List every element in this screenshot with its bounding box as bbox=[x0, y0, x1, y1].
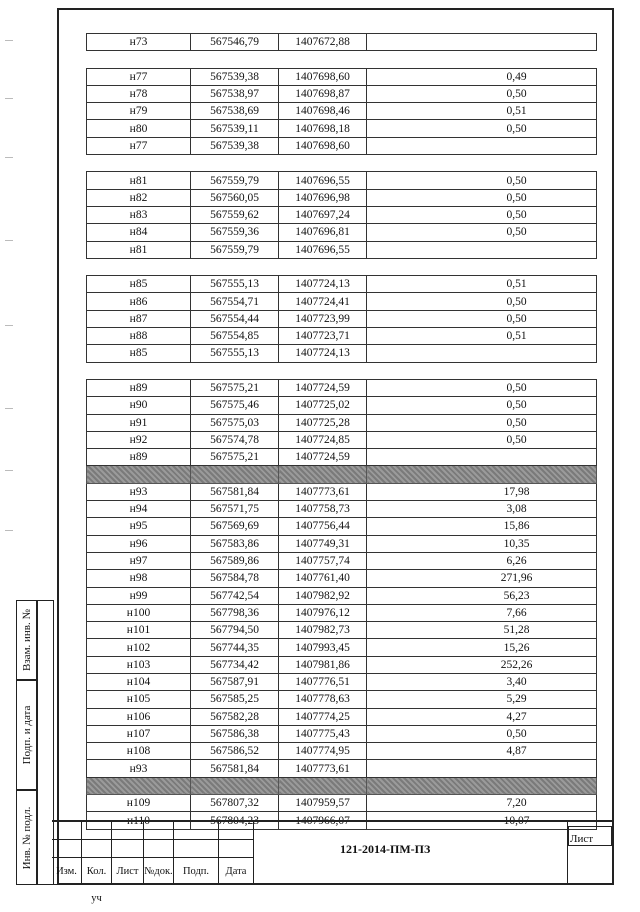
distance: 7,66 bbox=[367, 604, 597, 621]
y-coordinate: 1407723,99 bbox=[279, 310, 367, 327]
y-coordinate: 1407959,57 bbox=[279, 795, 367, 812]
x-coordinate: 567581,84 bbox=[191, 760, 279, 777]
point-name: н107 bbox=[87, 725, 191, 742]
y-coordinate: 1407698,46 bbox=[279, 103, 367, 120]
distance: 0,50 bbox=[367, 189, 597, 206]
sheet-label: Лист bbox=[570, 833, 594, 845]
x-coordinate: 567804,23 bbox=[191, 812, 279, 829]
point-name: н96 bbox=[87, 535, 191, 552]
point-name: н73 bbox=[87, 34, 191, 51]
x-coordinate: 567807,32 bbox=[191, 795, 279, 812]
x-coordinate: 567575,46 bbox=[191, 397, 279, 414]
separator-row bbox=[87, 155, 597, 172]
x-coordinate: 567575,21 bbox=[191, 379, 279, 396]
table-row bbox=[87, 103, 597, 120]
x-coordinate: 567555,13 bbox=[191, 276, 279, 293]
y-coordinate: 1407775,43 bbox=[279, 725, 367, 742]
x-coordinate: 567798,36 bbox=[191, 604, 279, 621]
y-coordinate: 1407981,86 bbox=[279, 656, 367, 673]
y-coordinate: 1407725,02 bbox=[279, 397, 367, 414]
distance: 0,50 bbox=[367, 224, 597, 241]
distance: 0,50 bbox=[367, 206, 597, 223]
distance: 0,50 bbox=[367, 85, 597, 102]
distance bbox=[367, 137, 597, 154]
x-coordinate: 567538,69 bbox=[191, 103, 279, 120]
x-coordinate: 567546,79 bbox=[191, 34, 279, 51]
point-name: н93 bbox=[87, 483, 191, 500]
point-name: н78 bbox=[87, 85, 191, 102]
y-coordinate: 1407774,95 bbox=[279, 743, 367, 760]
x-coordinate: 567582,28 bbox=[191, 708, 279, 725]
point-name: н82 bbox=[87, 189, 191, 206]
y-coordinate: 1407761,40 bbox=[279, 570, 367, 587]
table-row bbox=[87, 276, 597, 293]
point-name: н85 bbox=[87, 345, 191, 362]
point-name: н102 bbox=[87, 639, 191, 656]
y-coordinate: 1407725,28 bbox=[279, 414, 367, 431]
distance: 3,40 bbox=[367, 673, 597, 690]
separator-cell bbox=[87, 777, 191, 794]
x-coordinate: 567560,05 bbox=[191, 189, 279, 206]
x-coordinate: 567574,78 bbox=[191, 431, 279, 448]
margin-tick bbox=[5, 157, 13, 158]
separator-cell bbox=[191, 466, 279, 483]
point-name: н79 bbox=[87, 103, 191, 120]
y-coordinate: 1407976,12 bbox=[279, 604, 367, 621]
separator-cell bbox=[279, 51, 367, 68]
table-row bbox=[87, 310, 597, 327]
separator-cell bbox=[87, 362, 191, 379]
side-cell-podp bbox=[16, 680, 38, 790]
x-coordinate: 567742,54 bbox=[191, 587, 279, 604]
distance: 0,50 bbox=[367, 172, 597, 189]
margin-tick bbox=[5, 98, 13, 99]
distance: 10,35 bbox=[367, 535, 597, 552]
separator-cell bbox=[367, 51, 597, 68]
x-coordinate: 567569,69 bbox=[191, 518, 279, 535]
y-coordinate: 1407696,81 bbox=[279, 224, 367, 241]
separator-cell bbox=[191, 258, 279, 275]
distance bbox=[367, 760, 597, 777]
separator-cell bbox=[191, 51, 279, 68]
distance bbox=[367, 34, 597, 51]
distance: 17,98 bbox=[367, 483, 597, 500]
point-name: н99 bbox=[87, 587, 191, 604]
table-row bbox=[87, 189, 597, 206]
point-name: н108 bbox=[87, 743, 191, 760]
margin-tick bbox=[5, 470, 13, 471]
side-label-inv: Инв. № подл. bbox=[21, 806, 33, 869]
point-name: н105 bbox=[87, 691, 191, 708]
y-coordinate: 1407724,59 bbox=[279, 379, 367, 396]
y-coordinate: 1407773,61 bbox=[279, 760, 367, 777]
stamp-kol: Кол. уч bbox=[82, 858, 112, 885]
table-row bbox=[87, 622, 597, 639]
distance: 0,50 bbox=[367, 379, 597, 396]
point-name: н90 bbox=[87, 397, 191, 414]
table-row bbox=[87, 587, 597, 604]
point-name: н91 bbox=[87, 414, 191, 431]
distance: 0,51 bbox=[367, 103, 597, 120]
point-name: н98 bbox=[87, 570, 191, 587]
y-coordinate: 1407723,71 bbox=[279, 328, 367, 345]
y-coordinate: 1407758,73 bbox=[279, 501, 367, 518]
table-row bbox=[87, 483, 597, 500]
distance bbox=[367, 449, 597, 466]
stamp-cell bbox=[219, 822, 254, 840]
table-row bbox=[87, 743, 597, 760]
separator-cell bbox=[191, 777, 279, 794]
point-name: н77 bbox=[87, 137, 191, 154]
point-name: н110 bbox=[87, 812, 191, 829]
table-row bbox=[87, 241, 597, 258]
stamp-cell bbox=[52, 822, 82, 840]
stamp-cell bbox=[52, 840, 82, 858]
y-coordinate: 1407672,88 bbox=[279, 34, 367, 51]
distance: 0,49 bbox=[367, 68, 597, 85]
y-coordinate: 1407982,92 bbox=[279, 587, 367, 604]
separator-cell bbox=[87, 466, 191, 483]
distance: 0,50 bbox=[367, 414, 597, 431]
x-coordinate: 567559,79 bbox=[191, 172, 279, 189]
y-coordinate: 1407966,07 bbox=[279, 812, 367, 829]
x-coordinate: 567585,25 bbox=[191, 691, 279, 708]
point-name: н100 bbox=[87, 604, 191, 621]
point-name: н81 bbox=[87, 241, 191, 258]
y-coordinate: 1407773,61 bbox=[279, 483, 367, 500]
y-coordinate: 1407724,85 bbox=[279, 431, 367, 448]
point-name: н84 bbox=[87, 224, 191, 241]
table-row bbox=[87, 795, 597, 812]
y-coordinate: 1407698,18 bbox=[279, 120, 367, 137]
y-coordinate: 1407697,24 bbox=[279, 206, 367, 223]
separator-cell bbox=[87, 155, 191, 172]
margin-tick bbox=[5, 530, 13, 531]
side-cell-inv bbox=[16, 790, 38, 885]
y-coordinate: 1407724,13 bbox=[279, 276, 367, 293]
stamp-cell bbox=[174, 822, 219, 840]
distance: 7,20 bbox=[367, 795, 597, 812]
table-row bbox=[87, 224, 597, 241]
x-coordinate: 567554,44 bbox=[191, 310, 279, 327]
x-coordinate: 567575,03 bbox=[191, 414, 279, 431]
table-row bbox=[87, 708, 597, 725]
margin-tick bbox=[5, 40, 13, 41]
x-coordinate: 567571,75 bbox=[191, 501, 279, 518]
y-coordinate: 1407774,25 bbox=[279, 708, 367, 725]
coordinates-table bbox=[86, 33, 597, 830]
separator-cell bbox=[87, 258, 191, 275]
stamp-cell bbox=[174, 840, 219, 858]
y-coordinate: 1407778,63 bbox=[279, 691, 367, 708]
separator-row bbox=[87, 362, 597, 379]
distance: 3,08 bbox=[367, 501, 597, 518]
x-coordinate: 567559,79 bbox=[191, 241, 279, 258]
table-row bbox=[87, 345, 597, 362]
y-coordinate: 1407698,60 bbox=[279, 68, 367, 85]
point-name: н80 bbox=[87, 120, 191, 137]
distance: 0,51 bbox=[367, 328, 597, 345]
y-coordinate: 1407749,31 bbox=[279, 535, 367, 552]
table-row bbox=[87, 535, 597, 552]
stamp-ndok: №док. bbox=[144, 858, 174, 885]
y-coordinate: 1407698,60 bbox=[279, 137, 367, 154]
separator-cell bbox=[367, 362, 597, 379]
table-row bbox=[87, 604, 597, 621]
side-label-podp: Подп. и дата bbox=[21, 705, 33, 765]
distance bbox=[367, 241, 597, 258]
y-coordinate: 1407724,41 bbox=[279, 293, 367, 310]
x-coordinate: 567554,71 bbox=[191, 293, 279, 310]
title-block bbox=[52, 820, 614, 904]
separator-cell bbox=[279, 777, 367, 794]
x-coordinate: 567586,52 bbox=[191, 743, 279, 760]
separator-cell bbox=[87, 51, 191, 68]
y-coordinate: 1407698,87 bbox=[279, 85, 367, 102]
distance: 271,96 bbox=[367, 570, 597, 587]
stamp-podp: Подп. bbox=[174, 858, 219, 885]
y-coordinate: 1407982,73 bbox=[279, 622, 367, 639]
point-name: н103 bbox=[87, 656, 191, 673]
x-coordinate: 567575,21 bbox=[191, 449, 279, 466]
table-row bbox=[87, 172, 597, 189]
side-cell-vzam bbox=[16, 600, 38, 680]
x-coordinate: 567539,38 bbox=[191, 68, 279, 85]
table-row bbox=[87, 501, 597, 518]
distance: 0,50 bbox=[367, 293, 597, 310]
x-coordinate: 567539,38 bbox=[191, 137, 279, 154]
table-row bbox=[87, 725, 597, 742]
y-coordinate: 1407696,55 bbox=[279, 172, 367, 189]
x-coordinate: 567538,97 bbox=[191, 85, 279, 102]
table-row bbox=[87, 293, 597, 310]
separator-cell bbox=[367, 258, 597, 275]
y-coordinate: 1407696,98 bbox=[279, 189, 367, 206]
x-coordinate: 567583,86 bbox=[191, 535, 279, 552]
distance: 6,26 bbox=[367, 552, 597, 569]
x-coordinate: 567586,38 bbox=[191, 725, 279, 742]
side-label-vzam: Взам. инв. № bbox=[21, 609, 33, 671]
distance: 0,51 bbox=[367, 276, 597, 293]
table-row bbox=[87, 68, 597, 85]
table-row bbox=[87, 518, 597, 535]
distance: 0,50 bbox=[367, 431, 597, 448]
y-coordinate: 1407724,13 bbox=[279, 345, 367, 362]
margin-tick bbox=[5, 240, 13, 241]
stamp-cell bbox=[219, 840, 254, 858]
table-row bbox=[87, 552, 597, 569]
stamp-cell bbox=[144, 840, 174, 858]
point-name: н109 bbox=[87, 795, 191, 812]
distance: 0,50 bbox=[367, 120, 597, 137]
distance: 56,23 bbox=[367, 587, 597, 604]
distance: 10,07 bbox=[367, 812, 597, 829]
x-coordinate: 567559,62 bbox=[191, 206, 279, 223]
shaded-separator-row bbox=[87, 777, 597, 794]
x-coordinate: 567587,91 bbox=[191, 673, 279, 690]
table-row bbox=[87, 449, 597, 466]
point-name: н86 bbox=[87, 293, 191, 310]
table-row bbox=[87, 639, 597, 656]
distance: 4,27 bbox=[367, 708, 597, 725]
point-name: н81 bbox=[87, 172, 191, 189]
y-coordinate: 1407756,44 bbox=[279, 518, 367, 535]
x-coordinate: 567794,50 bbox=[191, 622, 279, 639]
table-row bbox=[87, 120, 597, 137]
separator-cell bbox=[279, 258, 367, 275]
point-name: н93 bbox=[87, 760, 191, 777]
stamp-izm: Изм. bbox=[52, 858, 82, 885]
table-row bbox=[87, 656, 597, 673]
x-coordinate: 567744,35 bbox=[191, 639, 279, 656]
point-name: н89 bbox=[87, 449, 191, 466]
stamp-cell bbox=[112, 822, 144, 840]
y-coordinate: 1407993,45 bbox=[279, 639, 367, 656]
point-name: н104 bbox=[87, 673, 191, 690]
table-row bbox=[87, 34, 597, 51]
point-name: н83 bbox=[87, 206, 191, 223]
shaded-separator-row bbox=[87, 466, 597, 483]
distance: 0,50 bbox=[367, 725, 597, 742]
separator-row bbox=[87, 51, 597, 68]
x-coordinate: 567734,42 bbox=[191, 656, 279, 673]
separator-cell bbox=[367, 466, 597, 483]
separator-cell bbox=[367, 155, 597, 172]
distance: 4,87 bbox=[367, 743, 597, 760]
point-name: н89 bbox=[87, 379, 191, 396]
stamp-cell bbox=[82, 840, 112, 858]
distance: 0,50 bbox=[367, 397, 597, 414]
point-name: н88 bbox=[87, 328, 191, 345]
stamp-list-col: Лист bbox=[112, 858, 144, 885]
separator-cell bbox=[279, 362, 367, 379]
stamp-cell bbox=[82, 822, 112, 840]
distance bbox=[367, 345, 597, 362]
distance: 15,86 bbox=[367, 518, 597, 535]
point-name: н97 bbox=[87, 552, 191, 569]
stamp-data: Дата bbox=[219, 858, 254, 885]
margin-tick bbox=[5, 325, 13, 326]
stamp-cell bbox=[112, 840, 144, 858]
x-coordinate: 567584,78 bbox=[191, 570, 279, 587]
point-name: н101 bbox=[87, 622, 191, 639]
point-name: н85 bbox=[87, 276, 191, 293]
separator-cell bbox=[279, 155, 367, 172]
table-row bbox=[87, 673, 597, 690]
table-row bbox=[87, 397, 597, 414]
table-row bbox=[87, 431, 597, 448]
separator-cell bbox=[191, 362, 279, 379]
table-row bbox=[87, 570, 597, 587]
point-name: н94 bbox=[87, 501, 191, 518]
table-row bbox=[87, 691, 597, 708]
separator-row bbox=[87, 258, 597, 275]
point-name: н106 bbox=[87, 708, 191, 725]
distance: 252,26 bbox=[367, 656, 597, 673]
y-coordinate: 1407757,74 bbox=[279, 552, 367, 569]
table-row bbox=[87, 379, 597, 396]
point-name: н77 bbox=[87, 68, 191, 85]
distance: 51,28 bbox=[367, 622, 597, 639]
y-coordinate: 1407724,59 bbox=[279, 449, 367, 466]
table-row bbox=[87, 85, 597, 102]
distance: 0,50 bbox=[367, 310, 597, 327]
margin-tick bbox=[5, 408, 13, 409]
stamp-cell bbox=[144, 822, 174, 840]
separator-cell bbox=[279, 466, 367, 483]
point-name: н92 bbox=[87, 431, 191, 448]
y-coordinate: 1407696,55 bbox=[279, 241, 367, 258]
document-code: 121-2014-ПМ-ПЗ bbox=[340, 842, 431, 856]
y-coordinate: 1407776,51 bbox=[279, 673, 367, 690]
table-row bbox=[87, 206, 597, 223]
x-coordinate: 567589,86 bbox=[191, 552, 279, 569]
distance: 5,29 bbox=[367, 691, 597, 708]
point-name: н87 bbox=[87, 310, 191, 327]
x-coordinate: 567581,84 bbox=[191, 483, 279, 500]
separator-cell bbox=[367, 777, 597, 794]
table-row bbox=[87, 414, 597, 431]
separator-cell bbox=[191, 155, 279, 172]
table-row bbox=[87, 137, 597, 154]
table-row bbox=[87, 760, 597, 777]
point-name: н95 bbox=[87, 518, 191, 535]
x-coordinate: 567555,13 bbox=[191, 345, 279, 362]
x-coordinate: 567554,85 bbox=[191, 328, 279, 345]
distance: 15,26 bbox=[367, 639, 597, 656]
x-coordinate: 567559,36 bbox=[191, 224, 279, 241]
table-row bbox=[87, 328, 597, 345]
x-coordinate: 567539,11 bbox=[191, 120, 279, 137]
